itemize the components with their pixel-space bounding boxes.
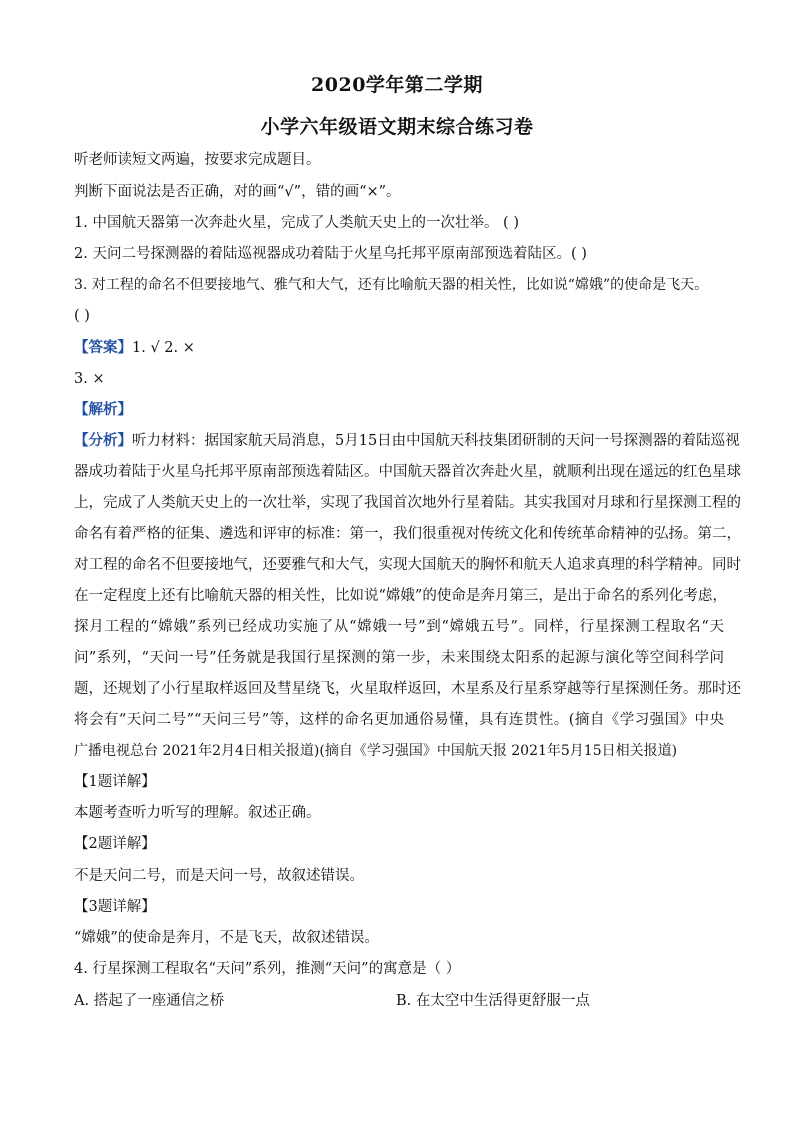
exam-title-term: 2020学年第二学期: [311, 74, 483, 96]
question-4-option-a: A. 搭起了一座通信之桥: [74, 993, 225, 1009]
analysis-line-9: 题，还规划了小行星取样返回及彗星绕飞，火星取样返回，木星系及行星系穿越等行星探测任务。那时还: [74, 681, 741, 697]
detail-3-text: “嫦娥”的使命是奔月，不是飞天，故叙述错误。: [74, 930, 379, 946]
question-3: 3. 对工程的命名不但要接地气、雅气和大气，还有比喻航天器的相关性，比如说“嫦娥”的使命是飞天。: [74, 277, 709, 293]
analysis-line-8: 问”系列，“天问一号”任务就是我国行星探测的第一步，未来围绕太阳系的起源与演化等空间科学问: [74, 650, 724, 666]
question-4-stem: 4. 行星探测工程取名“天问”系列，推测“天问”的寓意是（ ）: [74, 961, 461, 977]
detail-2-text: 不是天问二号，而是天问一号，故叙述错误。: [74, 868, 364, 884]
analysis-line-6: 在一定程度上还有比喻航天器的相关性，比如说“嫦娥”的使命是奔月第三，是出于命名的系列化考虑，: [74, 588, 727, 604]
answer-label: 【答案】: [74, 339, 132, 356]
exam-title-name: 小学六年级语文期末综合练习卷: [260, 116, 534, 138]
analysis-line-5: 对工程的命名不但要接地气，还要雅气和大气，实现大国航天的胸怀和航天人追求真理的科学精神。同时: [74, 557, 741, 573]
question-2: 2. 天问二号探测器的着陆巡视器成功着陆于火星乌托邦平原南部预选着陆区。( ): [74, 246, 587, 262]
detail-3-label: 【3题详解】: [74, 899, 156, 915]
detail-2-label: 【2题详解】: [74, 836, 156, 852]
question-1: 1. 中国航天器第一次奔赴火星，完成了人类航天史上的一次壮举。 ( ): [74, 215, 519, 231]
analysis-line-4: 命名有着严格的征集、遴选和评审的标准：第一，我们很重视对传统文化和传统革命精神的弘扬。第二，: [74, 526, 741, 542]
analysis-text-1: 听力材料：据国家航天局消息，5月15日由中国航天科技集团研制的天问一号探测器的着陆巡视: [132, 433, 740, 449]
analysis-line-10: 将会有“天问二号”“天问三号”等，这样的命名更加通俗易懂，具有连贯性。(摘自《学习强国》中央: [74, 712, 724, 728]
answer-3: 3. ×: [74, 371, 105, 387]
question-4-option-b: B. 在太空中生活得更舒服一点: [396, 993, 590, 1009]
analysis-line-11: 广播电视总台 2021年2月4日相关报道)(摘自《学习强国》中国航天报 2021年5月15日相关报道): [74, 743, 678, 759]
fenxi-label: 【分析】: [74, 432, 132, 449]
detail-1-label: 【1题详解】: [74, 774, 156, 790]
analysis-label: 【解析】: [74, 401, 132, 418]
analysis-line-2: 器成功着陆于火星乌托邦平原南部预选着陆区。中国航天器首次奔赴火星，就顺利出现在遥远的红色星球: [74, 464, 741, 480]
analysis-line-7: 探月工程的“嫦娥”系列已经成功实施了从“嫦娥一号”到“嫦娥五号”。同样，行星探测工程取名“天: [74, 619, 724, 635]
question-3-blank: ( ): [74, 308, 90, 324]
detail-1-text: 本题考查听力听写的理解。叙述正确。: [74, 805, 321, 821]
analysis-line-1: [74, 431, 740, 451]
answer-row: [74, 338, 724, 358]
answer-1-2: 1. √ 2. ×: [132, 340, 195, 356]
analysis-line-3: 上，完成了人类航天史上的一次壮举，实现了我国首次地外行星着陆。其实我国对月球和行星探测工程的: [74, 495, 741, 511]
analysis-label-row: [74, 400, 724, 420]
intro-judge-instruction: 判断下面说法是否正确，对的画“√”，错的画“×”。: [74, 184, 401, 200]
intro-instruction: 听老师读短文两遍，按要求完成题目。: [74, 152, 321, 168]
